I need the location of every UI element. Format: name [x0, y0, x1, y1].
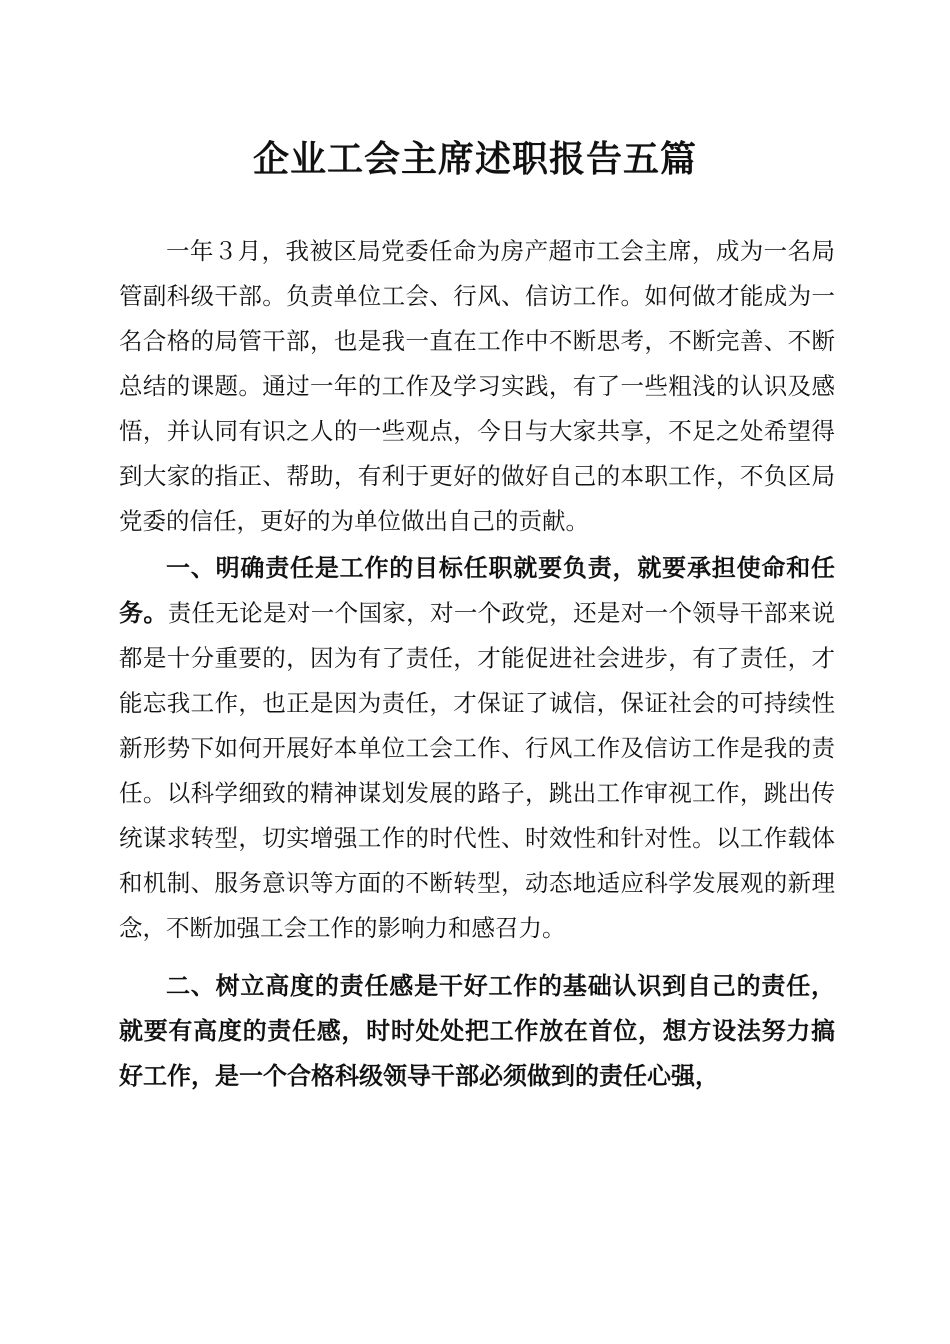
document-title: 企业工会主席述职报告五篇: [252, 138, 697, 180]
paragraph-section-1: [119, 546, 835, 951]
paragraph-lead: 二、树立高度的责任感是干好工作的基础认识到自己的责任，就要有高度的责任感，时时处处把工作放在首位，想方设法努力搞好工作，是一个合格科级领导干部必须做到的责任心强，: [119, 972, 835, 1090]
document-body: [119, 229, 835, 1099]
paragraph-intro: [119, 229, 835, 544]
paragraph-text: 一年３月，我被区局党委任命为房产超市工会主席，成为一名局管副科级干部。负责单位工会、行风、信访工作。如何做才能成为一名合格的局管干部，也是我一直在工作中不断思考，不断完善、不断总结的课题。通过一年的工作及学习实践，有了一些粗浅的认识及感悟，并认同有识之人的一些观点，今日与大家共享，不足之处希望得到大家的指正、帮助，有利于更好的做好自己的本职工作，不负区局党委的信任，更好的为单位做出自己的贡献。: [119, 237, 835, 535]
paragraph-lead: 一、明确责任是工作的目标任职就要负责，就要承担使命和任务。: [119, 554, 835, 627]
paragraph-text: 责任无论是对一个国家，对一个政党，还是对一个领导干部来说都是十分重要的，因为有了责任，才能促进社会进步，有了责任，才能忘我工作，也正是因为责任，才保证了诚信，保证社会的可持续性新形势下如何开展好本单位工会工作、行风工作及信访工作是我的责任。以科学细致的精神谋划发展的路子，跳出工作审视工作，跳出传统谋求转型，切实增强工作的时代性、时效性和针对性。以工作载体和机制、服务意识等方面的不断转型，动态地适应科学发展观的新理念，不断加强工会工作的影响力和感召力。: [119, 599, 836, 942]
paragraph-section-2: [119, 964, 835, 1099]
